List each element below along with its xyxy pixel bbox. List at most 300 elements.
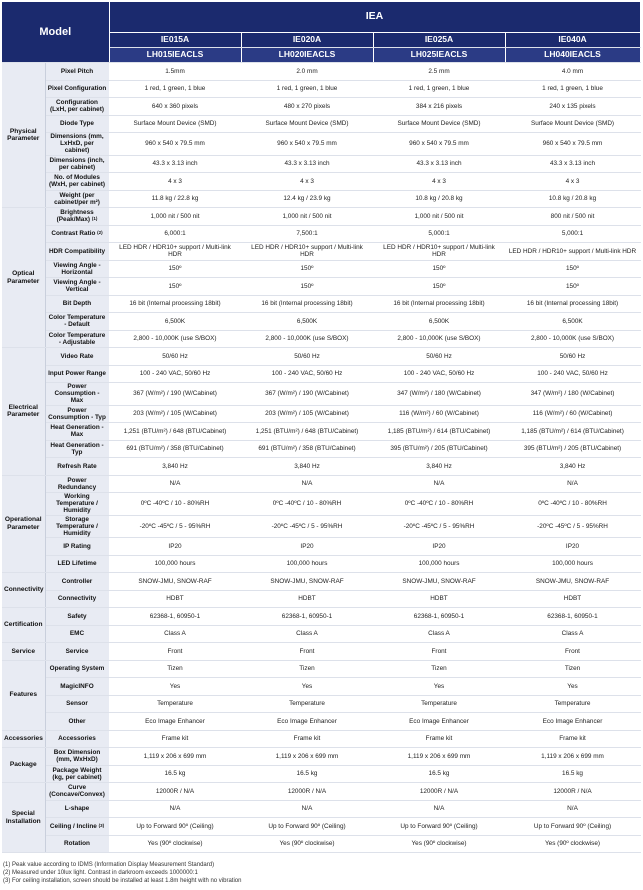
spec-value: Yes xyxy=(241,678,373,696)
row-label xyxy=(45,98,109,116)
row-label xyxy=(45,405,109,423)
spec-value: Front xyxy=(241,643,373,661)
table-row xyxy=(2,493,640,516)
category-label: Operational Parameter xyxy=(2,475,45,573)
row-label-text: Operating System xyxy=(49,665,105,673)
table-row xyxy=(2,208,640,226)
row-label xyxy=(45,748,109,766)
spec-value: 100,000 hours xyxy=(505,555,640,573)
spec-value: LED HDR / HDR10+ support / Multi-link HDR xyxy=(241,243,373,261)
spec-value: 12000R / N/A xyxy=(373,783,505,801)
spec-value: 150º xyxy=(109,278,241,296)
spec-value: 12000R / N/A xyxy=(109,783,241,801)
spec-value: 150º xyxy=(373,278,505,296)
spec-value: Frame kit xyxy=(505,730,640,748)
row-label-text: Connectivity xyxy=(57,595,97,603)
spec-value: 4 x 3 xyxy=(505,173,640,191)
category-label: Package xyxy=(2,748,45,783)
spec-value: 2.0 mm xyxy=(241,63,373,81)
spec-value: 347 (W/m²) / 180 (W/Cabinet) xyxy=(373,383,505,406)
spec-value: N/A xyxy=(109,800,241,818)
spec-value: 960 x 540 x 79.5 mm xyxy=(109,133,241,156)
footnote-marker: (1) xyxy=(91,216,98,222)
spec-value: Eco Image Enhancer xyxy=(109,713,241,731)
spec-value: 0ºC -40ºC / 10 - 80%RH xyxy=(109,493,241,516)
table-row xyxy=(2,783,640,801)
category-label: Physical Parameter xyxy=(2,63,45,208)
spec-value: 367 (W/m²) / 190 (W/Cabinet) xyxy=(241,383,373,406)
row-label-text: Service xyxy=(65,647,89,655)
spec-value: 1,000 nit / 500 nit xyxy=(241,208,373,226)
spec-value: Eco Image Enhancer xyxy=(505,713,640,731)
spec-value: Yes xyxy=(505,678,640,696)
row-label-text: Configuration (LxH, per cabinet) xyxy=(50,99,104,114)
spec-value: 50/60 Hz xyxy=(505,348,640,366)
spec-value: 1.5mm xyxy=(109,63,241,81)
spec-value: 4 x 3 xyxy=(241,173,373,191)
table-row xyxy=(2,260,640,278)
table-row xyxy=(2,295,640,313)
table-row xyxy=(2,538,640,556)
spec-value: 16 bit (Internal processing 18bit) xyxy=(109,295,241,313)
table-row xyxy=(2,423,640,441)
category-label: Features xyxy=(2,660,45,730)
spec-value: -20ºC -45ºC / 5 - 95%RH xyxy=(373,515,505,538)
spec-value: Eco Image Enhancer xyxy=(241,713,373,731)
row-label-text: Input Power Range xyxy=(48,370,106,378)
spec-value: 1,119 x 206 x 699 mm xyxy=(373,748,505,766)
table-row xyxy=(2,63,640,81)
spec-value: IP20 xyxy=(109,538,241,556)
spec-value: 150º xyxy=(109,260,241,278)
row-label-text: Curve (Concave/Convex) xyxy=(49,784,105,799)
table-row xyxy=(2,225,640,243)
spec-value: HDBT xyxy=(241,590,373,608)
spec-value: Yes (90º clockwise) xyxy=(241,835,373,853)
spec-value: N/A xyxy=(241,800,373,818)
spec-value: 691 (BTU/m²) / 358 (BTU/Cabinet) xyxy=(241,440,373,458)
spec-value: Surface Mount Device (SMD) xyxy=(505,115,640,133)
spec-value: Up to Forward 90º (Ceiling) xyxy=(505,818,640,836)
footnotes xyxy=(3,861,241,885)
row-label xyxy=(45,660,109,678)
row-label-text: Pixel Configuration xyxy=(47,85,107,93)
spec-value: 150º xyxy=(241,260,373,278)
spec-value: 11.8 kg / 22.8 kg xyxy=(109,190,241,208)
row-label xyxy=(45,190,109,208)
spec-value: HDBT xyxy=(373,590,505,608)
spec-value: 1 red, 1 green, 1 blue xyxy=(505,80,640,98)
spec-value: Up to Forward 90º (Ceiling) xyxy=(241,818,373,836)
spec-value: 4 x 3 xyxy=(373,173,505,191)
spec-value: 3,840 Hz xyxy=(241,458,373,476)
spec-value: 100 - 240 VAC, 50/60 Hz xyxy=(505,365,640,383)
spec-value: 960 x 540 x 79.5 mm xyxy=(373,133,505,156)
row-label-text: IP Rating xyxy=(63,542,91,550)
series-header: IEA xyxy=(109,2,640,33)
spec-value: 640 x 360 pixels xyxy=(109,98,241,116)
spec-value: 0ºC -40ºC / 10 - 80%RH xyxy=(373,493,505,516)
row-label xyxy=(45,678,109,696)
spec-value: 203 (W/m²) / 105 (W/Cabinet) xyxy=(241,405,373,423)
spec-value: 6,500K xyxy=(241,313,373,331)
row-label-text: Safety xyxy=(67,612,87,620)
spec-value: 50/60 Hz xyxy=(373,348,505,366)
row-label-text: L-shape xyxy=(64,805,90,813)
spec-value: 960 x 540 x 79.5 mm xyxy=(505,133,640,156)
spec-value: 62368-1, 60950-1 xyxy=(241,608,373,626)
spec-value: 10.8 kg / 20.8 kg xyxy=(505,190,640,208)
table-row xyxy=(2,133,640,156)
row-label xyxy=(45,573,109,591)
model-code: LH040IEACLS xyxy=(505,48,640,63)
row-label-text: Box Dimension (mm, WxHxD) xyxy=(53,749,101,764)
spec-value: 1 red, 1 green, 1 blue xyxy=(373,80,505,98)
model-name: IE025A xyxy=(373,33,505,48)
spec-value: Tizen xyxy=(505,660,640,678)
row-label xyxy=(45,383,109,406)
row-label-text: Contrast Ratio xyxy=(51,230,96,238)
category-label: Optical Parameter xyxy=(2,208,45,348)
row-label xyxy=(45,643,109,661)
spec-value: 1 red, 1 green, 1 blue xyxy=(109,80,241,98)
row-label-text: Sensor xyxy=(66,700,88,708)
spec-value: 1,251 (BTU/m²) / 648 (BTU/Cabinet) xyxy=(109,423,241,441)
row-label xyxy=(45,730,109,748)
table-row xyxy=(2,590,640,608)
spec-value: 395 (BTU/m²) / 205 (BTU/Cabinet) xyxy=(373,440,505,458)
row-label-text: Dimensions (mm, LxHxD, per cabinet) xyxy=(50,133,104,155)
spec-value: 43.3 x 3.13 inch xyxy=(109,155,241,173)
spec-value: IP20 xyxy=(241,538,373,556)
row-label-text: Color Temperature - Adjustable xyxy=(48,331,106,346)
row-label-text: Accessories xyxy=(58,735,96,743)
table-row xyxy=(2,835,640,853)
spec-value: 2,800 - 10,000K (use S/BOX) xyxy=(241,330,373,348)
spec-value: Tizen xyxy=(109,660,241,678)
row-label xyxy=(45,133,109,156)
row-label xyxy=(45,348,109,366)
table-row xyxy=(2,330,640,348)
row-label xyxy=(45,173,109,191)
row-label-text: Viewing Angle - Horizontal xyxy=(53,261,101,276)
spec-value: 16 bit (Internal processing 18bit) xyxy=(373,295,505,313)
table-row xyxy=(2,765,640,783)
category-label: Accessories xyxy=(2,730,45,748)
spec-value: Frame kit xyxy=(241,730,373,748)
table-row xyxy=(2,748,640,766)
spec-value: Frame kit xyxy=(109,730,241,748)
spec-value: Tizen xyxy=(373,660,505,678)
spec-value: 800 nit / 500 nit xyxy=(505,208,640,226)
row-label-text: Heat Generation - Max xyxy=(50,424,104,439)
spec-value: 240 x 135 pixels xyxy=(505,98,640,116)
row-label-text: Other xyxy=(68,717,86,725)
row-label xyxy=(45,783,109,801)
table-row xyxy=(2,173,640,191)
category-label: Service xyxy=(2,643,45,661)
spec-value: 1,251 (BTU/m²) / 648 (BTU/Cabinet) xyxy=(241,423,373,441)
row-label xyxy=(45,713,109,731)
row-label xyxy=(45,155,109,173)
spec-value: 100,000 hours xyxy=(373,555,505,573)
spec-value: LED HDR / HDR10+ support / Multi-link HDR xyxy=(109,243,241,261)
spec-value: 203 (W/m²) / 105 (W/Cabinet) xyxy=(109,405,241,423)
spec-value: 367 (W/m²) / 190 (W/Cabinet) xyxy=(109,383,241,406)
spec-value: HDBT xyxy=(505,590,640,608)
table-row xyxy=(2,515,640,538)
table-row xyxy=(2,313,640,331)
table-row xyxy=(2,383,640,406)
table-row xyxy=(2,155,640,173)
row-label xyxy=(45,475,109,493)
spec-value: 6,500K xyxy=(505,313,640,331)
spec-value: 6,500K xyxy=(373,313,505,331)
row-label xyxy=(45,278,109,296)
spec-value: 116 (W/m²) / 60 (W/Cabinet) xyxy=(505,405,640,423)
footnote: (1) Peak value according to IDMS (Information Display Measurement Standard) xyxy=(3,862,215,868)
spec-value: Surface Mount Device (SMD) xyxy=(373,115,505,133)
spec-value: 150º xyxy=(505,260,640,278)
row-label-text: EMC xyxy=(69,630,85,638)
row-label-text: Ceiling / Incline xyxy=(49,822,97,830)
spec-value: SNOW-JMU, SNOW-RAF xyxy=(373,573,505,591)
spec-value: 12000R / N/A xyxy=(505,783,640,801)
model-header: Model xyxy=(2,2,109,63)
spec-value: -20ºC -45ºC / 5 - 95%RH xyxy=(241,515,373,538)
spec-value: 62368-1, 60950-1 xyxy=(505,608,640,626)
table-row xyxy=(2,405,640,423)
spec-value: SNOW-JMU, SNOW-RAF xyxy=(241,573,373,591)
spec-value: SNOW-JMU, SNOW-RAF xyxy=(505,573,640,591)
model-code: LH020IEACLS xyxy=(241,48,373,63)
table-row xyxy=(2,115,640,133)
spec-value: 1,185 (BTU/m²) / 614 (BTU/Cabinet) xyxy=(373,423,505,441)
row-label xyxy=(45,63,109,81)
category-label: Certification xyxy=(2,608,45,643)
row-label xyxy=(45,608,109,626)
row-label-text: Power Redundancy xyxy=(57,476,97,491)
category-label: Electrical Parameter xyxy=(2,348,45,476)
footnote: (2) Measured under 10lux light. Contrast in darkroom exceeds 1000000:1 xyxy=(3,870,198,876)
row-label-text: Power Consumption - Typ xyxy=(48,406,106,421)
spec-value: 100 - 240 VAC, 50/60 Hz xyxy=(109,365,241,383)
row-label xyxy=(45,423,109,441)
table-row xyxy=(2,608,640,626)
spec-value: 116 (W/m²) / 60 (W/Cabinet) xyxy=(373,405,505,423)
row-label-text: Power Consumption - Max xyxy=(54,383,100,405)
row-label xyxy=(45,440,109,458)
spec-value: 100 - 240 VAC, 50/60 Hz xyxy=(241,365,373,383)
spec-value: Front xyxy=(373,643,505,661)
row-label xyxy=(45,243,109,261)
spec-value: Temperature xyxy=(373,695,505,713)
spec-value: Yes (90º clockwise) xyxy=(109,835,241,853)
model-code: LH025IEACLS xyxy=(373,48,505,63)
row-label xyxy=(45,80,109,98)
spec-value: 1,119 x 206 x 699 mm xyxy=(505,748,640,766)
table-row xyxy=(2,573,640,591)
spec-value: Class A xyxy=(241,625,373,643)
spec-value: SNOW-JMU, SNOW-RAF xyxy=(109,573,241,591)
row-label-text: Heat Generation - Typ xyxy=(50,441,104,456)
row-label xyxy=(45,493,109,516)
row-label xyxy=(45,765,109,783)
table-row xyxy=(2,440,640,458)
row-label-text: Rotation xyxy=(64,840,90,848)
spec-value: 1 red, 1 green, 1 blue xyxy=(241,80,373,98)
row-label-text: Bit Depth xyxy=(62,300,92,308)
spec-value: IP20 xyxy=(505,538,640,556)
spec-value: Front xyxy=(109,643,241,661)
spec-value: Temperature xyxy=(505,695,640,713)
spec-value: Yes xyxy=(373,678,505,696)
row-label xyxy=(45,835,109,853)
spec-value: IP20 xyxy=(373,538,505,556)
spec-value: 100,000 hours xyxy=(109,555,241,573)
row-label xyxy=(45,555,109,573)
table-row xyxy=(2,730,640,748)
spec-value: N/A xyxy=(241,475,373,493)
row-label-text: Storage Temperature / Humidity xyxy=(56,515,98,537)
spec-value: 1,000 nit / 500 nit xyxy=(109,208,241,226)
spec-value: 16.5 kg xyxy=(505,765,640,783)
spec-value: 0ºC -40ºC / 10 - 80%RH xyxy=(505,493,640,516)
spec-value: -20ºC -45ºC / 5 - 95%RH xyxy=(505,515,640,538)
spec-value: 6,000:1 xyxy=(109,225,241,243)
footnote: (3) For ceiling installation, screen should be installed at least 1.8m height with no vibration xyxy=(3,878,242,884)
spec-value: 43.3 x 3.13 inch xyxy=(373,155,505,173)
spec-value: 5,000:1 xyxy=(373,225,505,243)
spec-value: 62368-1, 60950-1 xyxy=(373,608,505,626)
spec-value: 16 bit (Internal processing 18bit) xyxy=(241,295,373,313)
row-label-text: Working Temperature / Humidity xyxy=(56,493,98,515)
spec-value: 100 - 240 VAC, 50/60 Hz xyxy=(373,365,505,383)
row-label xyxy=(45,515,109,538)
spec-value: 43.3 x 3.13 inch xyxy=(241,155,373,173)
spec-value: Up to Forward 90º (Ceiling) xyxy=(373,818,505,836)
model-name: IE015A xyxy=(109,33,241,48)
table-row xyxy=(2,695,640,713)
spec-value: 50/60 Hz xyxy=(241,348,373,366)
spec-value: 43.3 x 3.13 inch xyxy=(505,155,640,173)
spec-value: 5,000:1 xyxy=(505,225,640,243)
spec-table xyxy=(2,2,641,853)
spec-value: 1,000 nit / 500 nit xyxy=(373,208,505,226)
spec-value: 16.5 kg xyxy=(373,765,505,783)
model-name: IE040A xyxy=(505,33,640,48)
spec-value: Temperature xyxy=(109,695,241,713)
spec-value: 1,119 x 206 x 699 mm xyxy=(241,748,373,766)
table-row xyxy=(2,98,640,116)
table-row xyxy=(2,660,640,678)
table-row xyxy=(2,555,640,573)
spec-value: Up to Forward 90º (Ceiling) xyxy=(109,818,241,836)
row-label-text: HDR Compatibility xyxy=(48,247,106,255)
row-label xyxy=(45,800,109,818)
spec-value: N/A xyxy=(109,475,241,493)
spec-value: Temperature xyxy=(241,695,373,713)
spec-value: Frame kit xyxy=(373,730,505,748)
table-header xyxy=(2,2,640,63)
spec-value: Front xyxy=(505,643,640,661)
table-row xyxy=(2,643,640,661)
spec-value: Class A xyxy=(109,625,241,643)
spec-value: 1,185 (BTU/m²) / 614 (BTU/Cabinet) xyxy=(505,423,640,441)
row-label xyxy=(45,818,109,836)
row-label-text: Viewing Angle - Vertical xyxy=(53,279,101,294)
spec-value: 150º xyxy=(373,260,505,278)
row-label xyxy=(45,458,109,476)
row-label-text: MagicINFO xyxy=(60,682,94,690)
row-label xyxy=(45,115,109,133)
table-row xyxy=(2,80,640,98)
spec-value: 0ºC -40ºC / 10 - 80%RH xyxy=(241,493,373,516)
spec-value: Surface Mount Device (SMD) xyxy=(241,115,373,133)
spec-value: N/A xyxy=(505,800,640,818)
spec-value: Yes (90º clockwise) xyxy=(373,835,505,853)
spec-value: 347 (W/m²) / 180 (W/Cabinet) xyxy=(505,383,640,406)
row-label xyxy=(45,625,109,643)
row-label xyxy=(45,208,109,226)
row-label-text: Dimensions (inch, per cabinet) xyxy=(49,156,105,171)
spec-value: 2.5 mm xyxy=(373,63,505,81)
spec-value: 480 x 270 pixels xyxy=(241,98,373,116)
category-label: Special Installation xyxy=(2,783,45,853)
row-label-text: Pixel Pitch xyxy=(60,67,94,75)
spec-value: 960 x 540 x 79.5 mm xyxy=(241,133,373,156)
spec-value: 691 (BTU/m²) / 358 (BTU/Cabinet) xyxy=(109,440,241,458)
row-label-text: Package Weight (kg, per cabinet) xyxy=(52,766,102,781)
spec-value: Yes (90º clockwise) xyxy=(505,835,640,853)
spec-value: 100,000 hours xyxy=(241,555,373,573)
spec-value: N/A xyxy=(505,475,640,493)
spec-value: 2,800 - 10,000K (use S/BOX) xyxy=(373,330,505,348)
spec-value: Tizen xyxy=(241,660,373,678)
spec-value: 395 (BTU/m²) / 205 (BTU/Cabinet) xyxy=(505,440,640,458)
row-label-text: LED Lifetime xyxy=(57,560,97,568)
spec-value: 4 x 3 xyxy=(109,173,241,191)
model-name: IE020A xyxy=(241,33,373,48)
spec-value: N/A xyxy=(373,475,505,493)
table-row xyxy=(2,458,640,476)
spec-value: 150º xyxy=(241,278,373,296)
row-label-text: No. of Modules (WxH, per cabinet) xyxy=(48,174,106,189)
spec-value: Surface Mount Device (SMD) xyxy=(109,115,241,133)
table-row xyxy=(2,713,640,731)
row-label-text: Diode Type xyxy=(60,120,94,128)
spec-value: 16.5 kg xyxy=(241,765,373,783)
row-label-text: Video Rate xyxy=(60,352,94,360)
model-code: LH015IEACLS xyxy=(109,48,241,63)
spec-value: 6,500K xyxy=(109,313,241,331)
category-label: Connectivity xyxy=(2,573,45,608)
spec-value: 4.0 mm xyxy=(505,63,640,81)
spec-value: N/A xyxy=(373,800,505,818)
table-row xyxy=(2,800,640,818)
table-row xyxy=(2,190,640,208)
row-label-text: Color Temperature - Default xyxy=(48,314,106,329)
table-row xyxy=(2,243,640,261)
spec-value: 12000R / N/A xyxy=(241,783,373,801)
row-label-text: Brightness (Peak/Max) xyxy=(56,209,94,224)
spec-value: LED HDR / HDR10+ support / Multi-link HDR xyxy=(505,243,640,261)
spec-value: 3,840 Hz xyxy=(373,458,505,476)
spec-value: Class A xyxy=(373,625,505,643)
spec-value: 16.5 kg xyxy=(109,765,241,783)
spec-value: 1,119 x 206 x 699 mm xyxy=(109,748,241,766)
spec-value: 10.8 kg / 20.8 kg xyxy=(373,190,505,208)
